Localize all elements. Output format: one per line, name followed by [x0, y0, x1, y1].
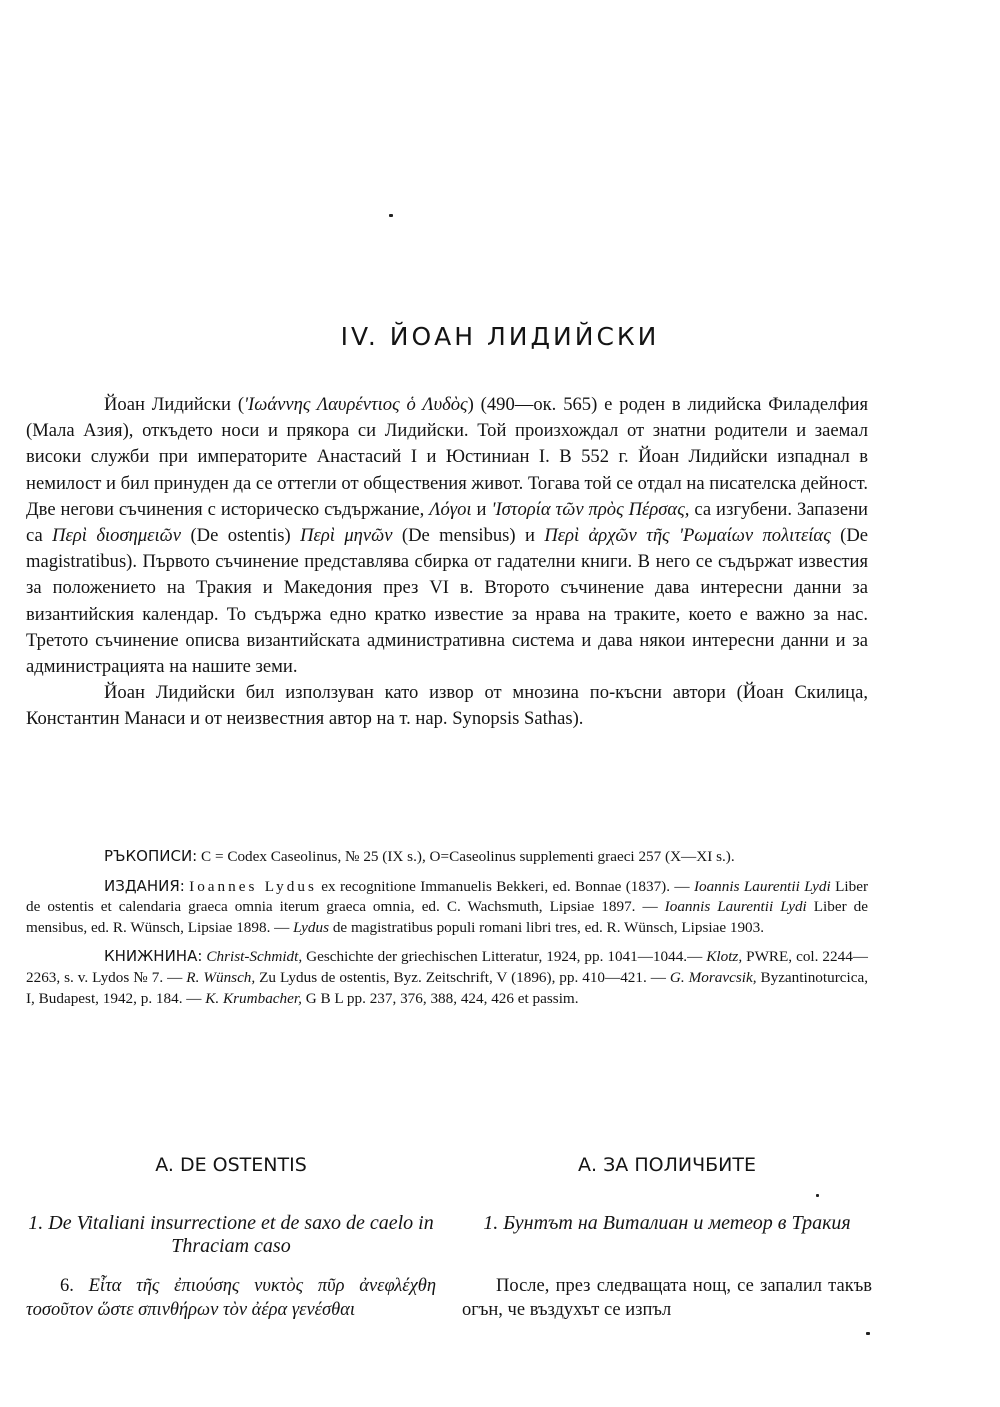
italic-run: Christ-Schmidt, — [206, 948, 303, 966]
text-run: Liber de ostentis et calendaria graeca omnia iterum graeca omnia, ed. C. Wachsmuth, Lipsiae 1897. — — [26, 877, 868, 916]
italic-run: 'Ιστορία τῶν πρὸς Πέρσας, — [491, 498, 690, 520]
text-run: PWRE, col. 2244—2263, s. v. Lydos № 7. — — [26, 948, 868, 986]
print-speck — [866, 1332, 870, 1335]
italic-run: Ioannis Laurentii Lydi — [693, 877, 831, 895]
greek-excerpt-text: Εἶτα τῆς ἐπιούσης νυκτὸς πῦρ ἀνεφλέχθη τοσοῦτον ὥστε σπινθήρων τὸν ἀέρα γενέσθαι — [26, 1276, 436, 1320]
text-run: Zu Lydus de ostentis, Byz. Zeitschrift, V (1896), pp. 410—421. — — [255, 968, 670, 986]
italic-run: Λόγοι — [429, 498, 472, 520]
spaced-run: Ioannes Lydus — [189, 877, 317, 895]
text-run: ) (490—ок. 565) е роден в лидийска Филаделфия (Мала Азия), откъдето носи и прякора си Лидийски. Той произхождал от знатни родители и заемал високи служби при императорите Анастасий I и Юстиниан I. В 552 г. Йоан Лидийски изпаднал в немилост и бил принуден да се оттегли от обществения живот. Тогава той се отдал на писателска дейност. Две негови съчинения с историческо съдържание, — [26, 394, 869, 520]
text-run: (De mensibus) и — [392, 525, 545, 547]
text-run: (De magistratibus). Първото съчинение представлява сбирка от гадателни книги. В него се съдържат известия за положението на Тракия и Македония през VI в. Второто съчинение дава интересни данни за византийския календар. То съдържа едно кратко известие за нрава на траките, което е важно за нас. Третото съчинение описва византийската административна система и дава някои интересни данни и за администрацията на нашите земи. — [26, 525, 869, 678]
italic-run: Lydus — [293, 918, 330, 936]
text-run: (De ostentis) — [181, 525, 301, 547]
literature-note — [26, 946, 868, 1009]
left-subheading: 1. De Vitaliani insurrectione et de saxo de caelo in Thraciam caso — [28, 1212, 434, 1257]
text-run: C = Codex Caseolinus, № 25 (IX s.), O=Caseolinus supplementi graeci 257 (X—XI s.). — [197, 848, 735, 865]
editions-note — [26, 876, 868, 939]
text-run: и — [471, 498, 492, 520]
page-title: IV. ЙОАН ЛИДИЙСКИ — [340, 322, 660, 351]
intro-paragraph-2: Йоан Лидийски бил използуван като извор от мнозина по-късни автори (Йоан Скилица, Константин Манаси и от неизвестния автор на т. нар. Synopsis Sathas). — [26, 682, 868, 730]
text-run: Geschichte der griechischen Litteratur, 1924, pp. 1041—1044.— — [302, 948, 707, 966]
italic-run: Klotz, — [706, 948, 743, 966]
text-run: са изгубени. Запазени са — [26, 498, 868, 547]
text-run: de magistratibus populi romani libri tres, ed. R. Wünsch, Lipsiae 1903. — [329, 918, 765, 936]
italic-run: K. Krumbacher, — [205, 989, 302, 1007]
text-run: G B L pp. 237, 376, 388, 424, 426 et passim. — [301, 989, 579, 1007]
text-run: ex recognitione Immanuelis Bekkeri, ed. Bonnae (1837). — — [316, 877, 694, 895]
note-label: РЪКОПИСИ: — [104, 847, 198, 865]
italic-run: 'Ιωάννης Λαυρέντιος ὁ Λυδὸς — [244, 394, 468, 415]
italic-run: Περὶ διοσημειῶν — [52, 525, 182, 547]
intro-text — [26, 392, 868, 733]
italic-run: Περὶ ἀρχῶν τῆς 'Ρωμαίων πολιτείας — [544, 525, 831, 547]
italic-run: G. Moravcsik, — [669, 968, 757, 986]
intro-paragraph-1 — [26, 392, 868, 680]
italic-run: R. Wünsch, — [186, 968, 256, 986]
greek-excerpt — [26, 1274, 436, 1322]
text-run: Йоан Лидийски ( — [104, 394, 245, 415]
text-run: Liber de mensibus, ed. R. Wünsch, Lipsiae 1898. — — [26, 898, 868, 936]
note-label: ИЗДАНИЯ: — [104, 876, 185, 895]
italic-run: Ioannis Laurentii Lydi — [664, 898, 807, 916]
print-speck — [816, 1194, 819, 1197]
bulgarian-excerpt — [462, 1274, 872, 1322]
text-run: Byzantinoturcica, I, Budapest, 1942, p. 184. — — [26, 968, 869, 1007]
bulgarian-excerpt-text: После, през следващата нощ, се запалил такъв огън, че въздухът се изпъл — [462, 1276, 872, 1320]
left-section-heading: A. DE OSTENTIS — [155, 1154, 307, 1176]
note-label: КНИЖНИНА: — [104, 947, 203, 966]
print-speck — [389, 214, 393, 217]
italic-run: Περὶ μηνῶν — [300, 525, 393, 547]
right-subheading: 1. Бунтът на Виталиан и метеор в Тракия — [483, 1212, 851, 1234]
excerpt-number: 6. — [60, 1276, 74, 1296]
manuscripts-note — [26, 846, 868, 868]
bibliography — [26, 846, 868, 1017]
right-section-heading: А. ЗА ПОЛИЧБИТЕ — [578, 1154, 756, 1176]
